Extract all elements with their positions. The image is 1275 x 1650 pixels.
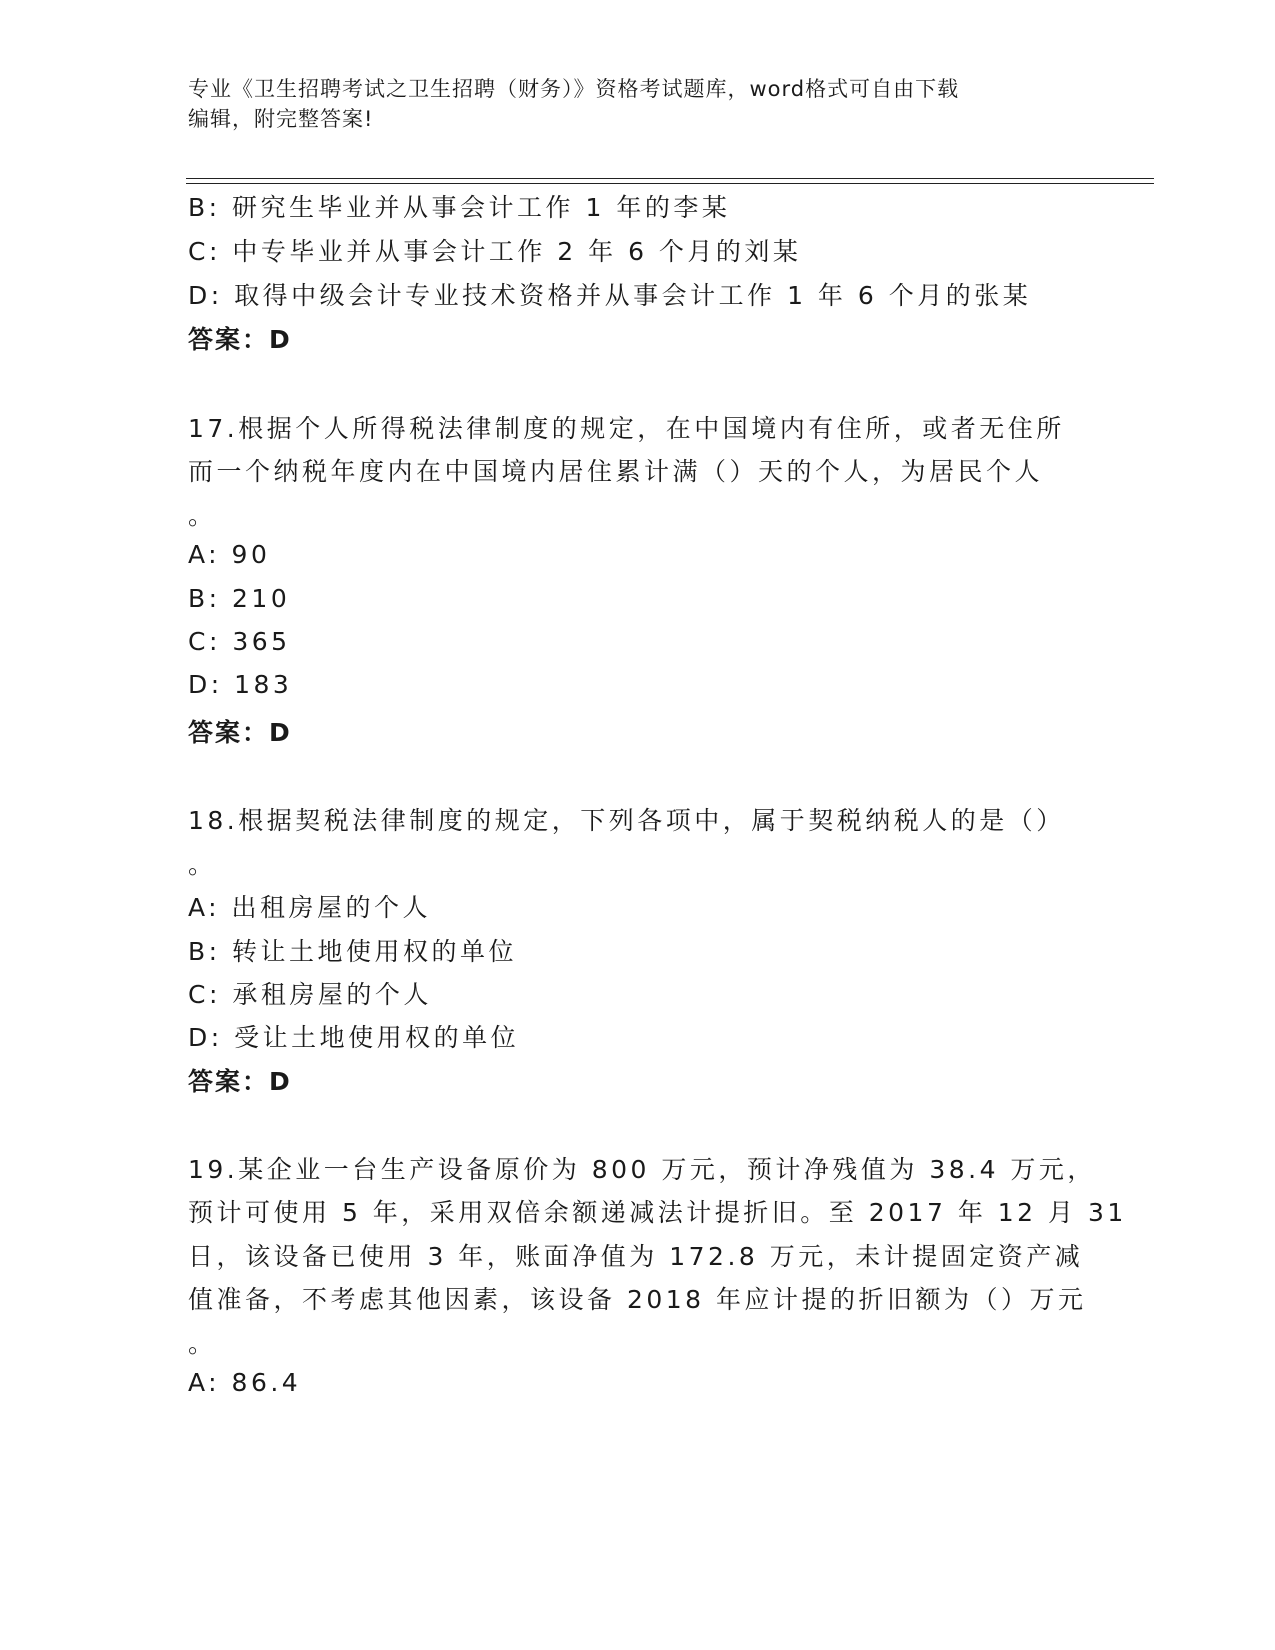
q17-option-b: B: 210 — [188, 584, 291, 613]
q18-stem-line-1: 18.根据契税法律制度的规定，下列各项中，属于契税纳税人的是（） — [188, 806, 1065, 835]
q17-option-c: C: 365 — [188, 627, 291, 656]
q16-option-c: C: 中专毕业并从事会计工作 2 年 6 个月的刘某 — [188, 237, 802, 266]
q17-option-d: D: 183 — [188, 670, 293, 699]
q19-stem-line-1: 19.某企业一台生产设备原价为 800 万元，预计净残值为 38.4 万元， — [188, 1155, 1096, 1184]
q18-option-b: B: 转让土地使用权的单位 — [188, 937, 518, 966]
header-line-2: 编辑，附完整答案! — [188, 107, 374, 131]
q16-option-b: B: 研究生毕业并从事会计工作 1 年的李某 — [188, 193, 731, 222]
q19-stem-line-3: 日，该设备已使用 3 年，账面净值为 172.8 万元，未计提固定资产减 — [188, 1242, 1084, 1271]
q16-option-d: D: 取得中级会计专业技术资格并从事会计工作 1 年 6 个月的张某 — [188, 281, 1032, 310]
q19-stem-line-2: 预计可使用 5 年，采用双倍余额递减法计提折旧。至 2017 年 12 月 31 — [188, 1198, 1127, 1227]
q18-option-c: C: 承租房屋的个人 — [188, 980, 432, 1009]
q17-stem-line-3: 。 — [188, 501, 217, 530]
q17-option-a: A: 90 — [188, 540, 271, 569]
q18-stem-line-2: 。 — [188, 850, 217, 879]
q17-stem-line-1: 17.根据个人所得税法律制度的规定，在中国境内有住所，或者无住所 — [188, 414, 1065, 443]
header-rule-bottom — [186, 183, 1154, 184]
q19-stem-line-4: 值准备，不考虑其他因素，该设备 2018 年应计提的折旧额为（）万元 — [188, 1285, 1087, 1314]
document-header — [188, 74, 1068, 134]
q19-stem-line-5: 。 — [188, 1329, 217, 1358]
q17-answer: 答案：D — [188, 718, 292, 747]
q18-option-a: A: 出租房屋的个人 — [188, 893, 432, 922]
header-line-1: 专业《卫生招聘考试之卫生招聘（财务）》资格考试题库，word格式可自由下载 — [188, 77, 960, 101]
q19-option-a: A: 86.4 — [188, 1368, 302, 1397]
q16-answer: 答案：D — [188, 325, 292, 354]
q18-answer: 答案：D — [188, 1067, 292, 1096]
q17-stem-line-2: 而一个纳税年度内在中国境内居住累计满（）天的个人，为居民个人 — [188, 457, 1044, 486]
header-rule-top — [186, 178, 1154, 179]
q18-option-d: D: 受让土地使用权的单位 — [188, 1023, 520, 1052]
